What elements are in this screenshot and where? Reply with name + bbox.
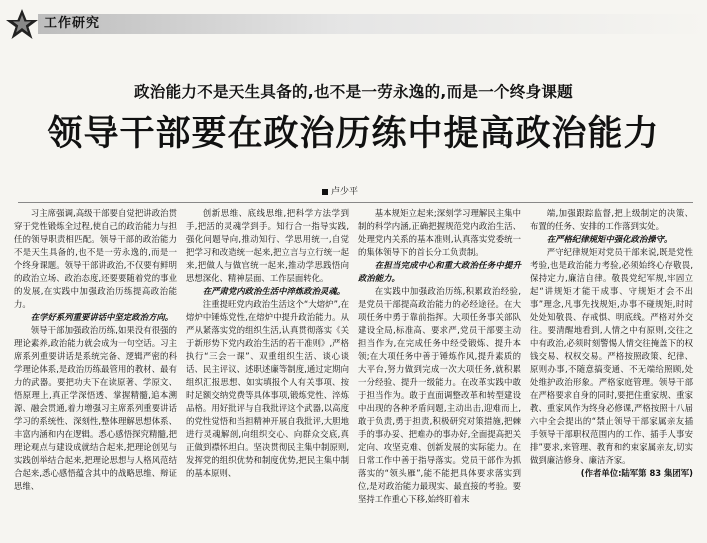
paragraph: 基本规矩立起来;深刻学习理解民主集中制的科学内涵,正确把握规范党内政治生活、处理党内关系的基本准则,认真落实党委统一的集体领导下的首长分工负责制。 [358,208,521,257]
author-name: 卢少平 [331,187,359,197]
paragraph: 习主席强调,高级干部要自觉把讲政治贯穿于党性锻炼全过程,使自己的政治能力与担任的领导职责相匹配。领导干部的政治能力不是天生具备的,也不是一劳永逸的,而是一个终身课题。领导干部讲政治,不仅要有鲜明的政治立场、政治态度,还要要随着党的事业的发展,在实践中加强政治历练提高政治能力。 [14,208,177,309]
section-label: 工作研究 [44,16,101,31]
paragraph: 注重提旺党内政治生活这个“大熔炉”,在熔炉中锤炼党性,在熔炉中提升政治能力。从严从紧落实党的组织生活,认真贯彻落实《关于新形势下党内政治生活的若干准则》,严格执行“三会一课”、双重组织生活、谈心谈话、民主评议、述职述廉等制度,通过定期向组织汇报思想、如实填报个人有关事项、按时足额交纳党费等具体事项,锻炼党性、淬炼品格。用好批评与自我批评这个武器,以高度的党性觉悟和当担精神开展自我批评,大胆地进行灵魂解剖,向组织交心、向群众交底,真正做到襟怀坦白。坚决贯彻民主集中制原则,发挥党的组织优势和制度优势,把民主集中制的基本原则、 [186,299,349,478]
section-heading: 在严肃党内政治生活中淬炼政治灵魂。 [202,286,346,296]
author-unit: (作者单位:陆军第 83 集团军) [580,468,693,478]
article-column [530,207,693,480]
article-subtitle: 政治能力不是天生具备的,也不是一劳永逸的,而是一个终身课题 [134,83,573,101]
article-column [358,207,521,506]
paragraph: 创新思维、底线思维,把科学方法学到手,把活的灵魂学到手。知行合一指导实践,强化问题导向,推动知行、学思用统一,自觉把学习和改造统一起来,把立言与立行统一起来,把做人与做官统一起来,推动学思践悟向思想深化、精神层面、工作层面转化。 [186,208,349,283]
section-heading: 在严格纪律规矩中强化政治操守。 [546,234,673,244]
paragraph: 端,加强跟踪监督,把上级制定的决策、布置的任务、安排的工作落到实处。 [530,208,693,231]
section-heading: 在学好系列重要讲话中坚定政治方向。 [30,312,174,322]
divider [18,202,693,203]
section-bar [38,14,707,34]
star-emblem-icon [4,8,40,40]
byline [322,184,358,197]
section-header [0,8,707,42]
paragraph: 严守纪律规矩对党员干部来说,既是党性考验,也是政治能力考验,必须始终心存敬畏,保持定力,廉洁自律。敬畏党纪军规,牢固立起“讲规矩才能干成事、守规矩才会不出事”理念,凡事先找规矩,办事不碰规矩,时时处处知敬畏、存戒惧、明底线。严格对外交往。要清醒地看到,人情之中有原则,交往之中有政治,必须时刻警惕人情交往掩盖下的权钱交易、权权交易。严格按照政策、纪律、原则办事,不随意搞变通、不无端给照顾,处处维护政治形象。严格家庭管理。领导干部在严格要求自身的同时,要把住重家规、重家教、重家风作为终身必修课,严格按照十八届六中全会提出的“禁止领导干部家属亲友插手领导干部职权范围内的工作、插手人事安排”要求,来管理、教育和约束家属亲友,切实做到廉洁修身、廉洁齐家。 [530,247,693,465]
byline-marker-icon [322,189,328,195]
article-column [186,207,349,480]
article-title: 领导干部要在政治历练中提高政治能力 [47,113,660,154]
paragraph: 领导干部加强政治历练,如果没有很强的理论素养,政治能力就会成为一句空话。习主席系列重要讲话是系统完备、逻辑严密的科学理论体系,是政治历练最管用的教材、最有力的武器。要把功夫下在读原著、学原文、悟原理上,真正学深悟透、掌握精髓,追本溯源、融会贯通,着力增强习主席系列重要讲话学习的系统性、深刻性,整体理解思想体系、丰富内涵和内在逻辑。悉心感悟探究精髓,把理论观点与建设成就结合起来,把理论创见与实践创举结合起来,把理论思想与人格风范结合起来,悉心感悟蕴含其中的战略思维、辩证思维、 [14,325,177,491]
article-column [14,207,177,493]
paragraph: 在实践中加强政治历练,积累政治经验,是党员干部提高政治能力的必经途径。在大项任务中勇于靠前指挥。大项任务事关部队建设全局,标准高、要求严,党员干部要主动担当作为,在完成任务中经受锻炼、提升本领;在大项任务中善于锤炼作风,提升素质的大平台,努力做到完成一次大项任务,就积累一分经验、提升一级能力。在改革实践中敢于担当作为。敢于直面调整改革和转型建设中出现的各种矛盾问题,主动出击,迎难而上,敢于负责,勇于担责,积极研究对策措施,把棘手的事办妥、把难办的事办好,全面提高把关定向、攻坚克难、创新发展的实际能力。在日常工作中善于指导落实。党员干部作为抓落实的“领头雁”,能不能把具体要求落实到位,是对政治能力最现实、最直接的考验。要坚持工作重心下移,始终盯着末 [358,286,521,504]
section-heading: 在担当完成中心和重大政治任务中提升政治能力。 [358,260,521,283]
